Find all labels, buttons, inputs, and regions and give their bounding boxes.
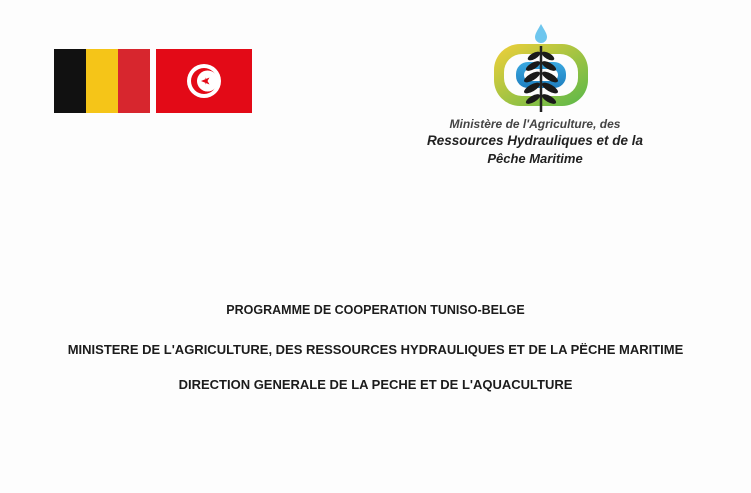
program-title: PROGRAMME DE COOPERATION TUNISO-BELGE: [226, 303, 525, 317]
flag-stripe-red: [118, 49, 150, 113]
flag-stripe-yellow: [86, 49, 118, 113]
ministry-line-3: Pêche Maritime: [487, 151, 583, 166]
ministry-logo-icon: [488, 20, 594, 116]
flag-stripe-black: [54, 49, 86, 113]
ministry-line-1: Ministère de l'Agriculture, des: [449, 117, 621, 131]
ministry-line-2: Ressources Hydrauliques et de la: [426, 133, 644, 148]
tunisia-flag-icon: [156, 49, 252, 113]
ministry-title: MINISTERE DE L'AGRICULTURE, DES RESSOURCES HYDRAULIQUES ET DE LA PËCHE MARITIME: [67, 342, 684, 357]
direction-title: DIRECTION GENERALE DE LA PECHE ET DE L'AQUACULTURE: [178, 377, 573, 392]
ministry-name-block: [410, 116, 660, 167]
belgium-flag-icon: [54, 49, 150, 113]
